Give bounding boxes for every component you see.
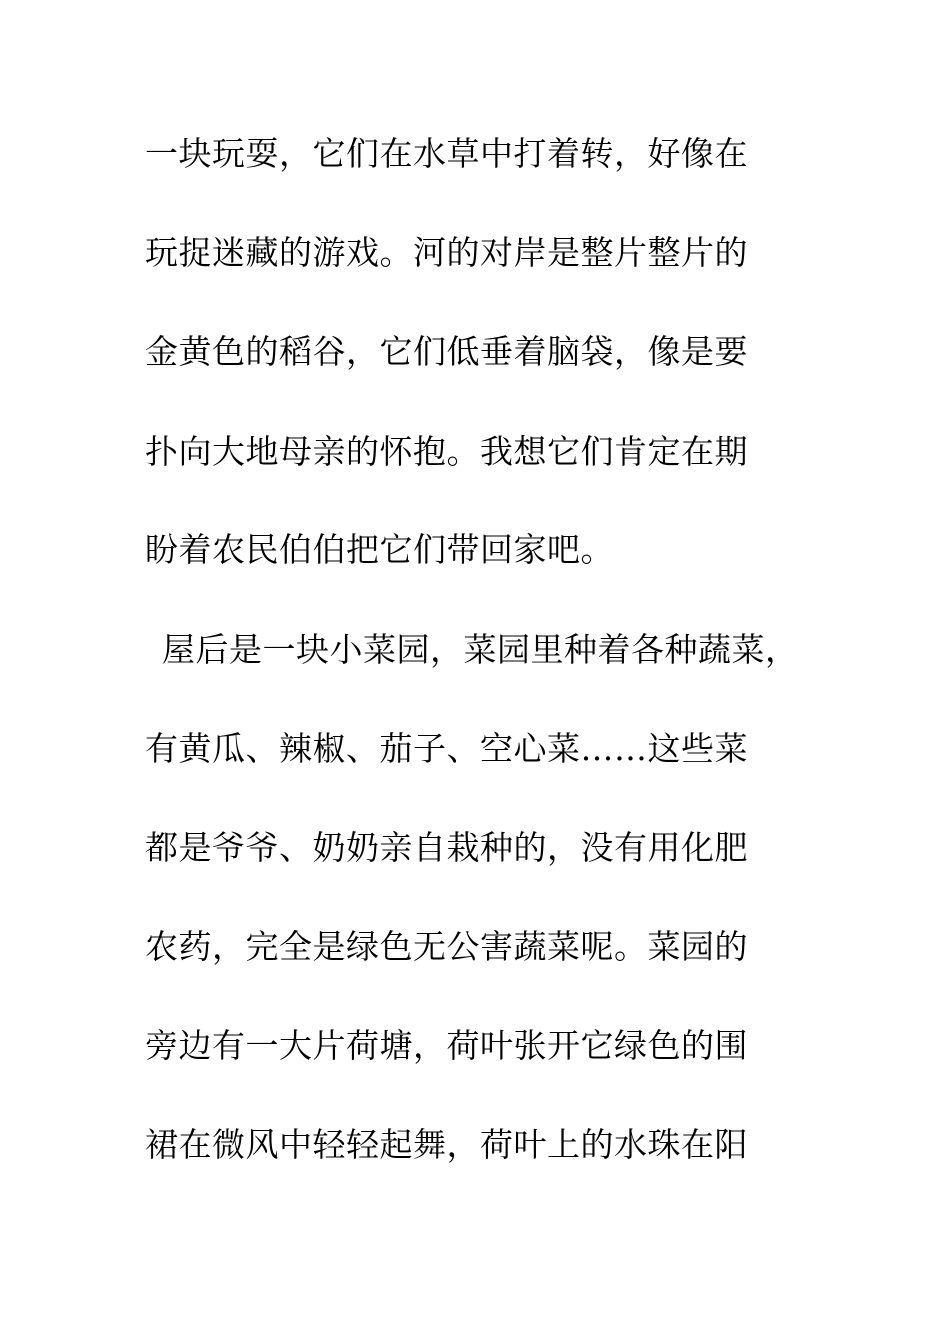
text-line-1: 一块玩耍，它们在水草中打着转，好像在 bbox=[145, 134, 748, 173]
text-line-5: 盼着农民伯伯把它们带回家吧。 bbox=[145, 530, 614, 569]
text-line-4: 扑向大地母亲的怀抱。我想它们肯定在期 bbox=[145, 432, 748, 471]
text-line-2: 玩捉迷藏的游戏。河的对岸是整片整片的 bbox=[145, 233, 748, 272]
text-line-3: 金黄色的稻谷，它们低垂着脑袋，像是要 bbox=[145, 332, 748, 371]
text-line-6: 屋后是一块小菜园，菜园里种着各种蔬菜， bbox=[162, 630, 799, 669]
text-line-10: 旁边有一大片荷塘，荷叶张开它绿色的围 bbox=[145, 1026, 748, 1065]
text-line-9: 农药，完全是绿色无公害蔬菜呢。菜园的 bbox=[145, 927, 748, 966]
text-line-7: 有黄瓜、辣椒、茄子、空心菜……这些菜 bbox=[145, 729, 748, 768]
text-line-8: 都是爷爷、奶奶亲自栽种的，没有用化肥 bbox=[145, 828, 748, 867]
text-line-11: 裙在微风中轻轻起舞，荷叶上的水珠在阳 bbox=[145, 1125, 748, 1164]
